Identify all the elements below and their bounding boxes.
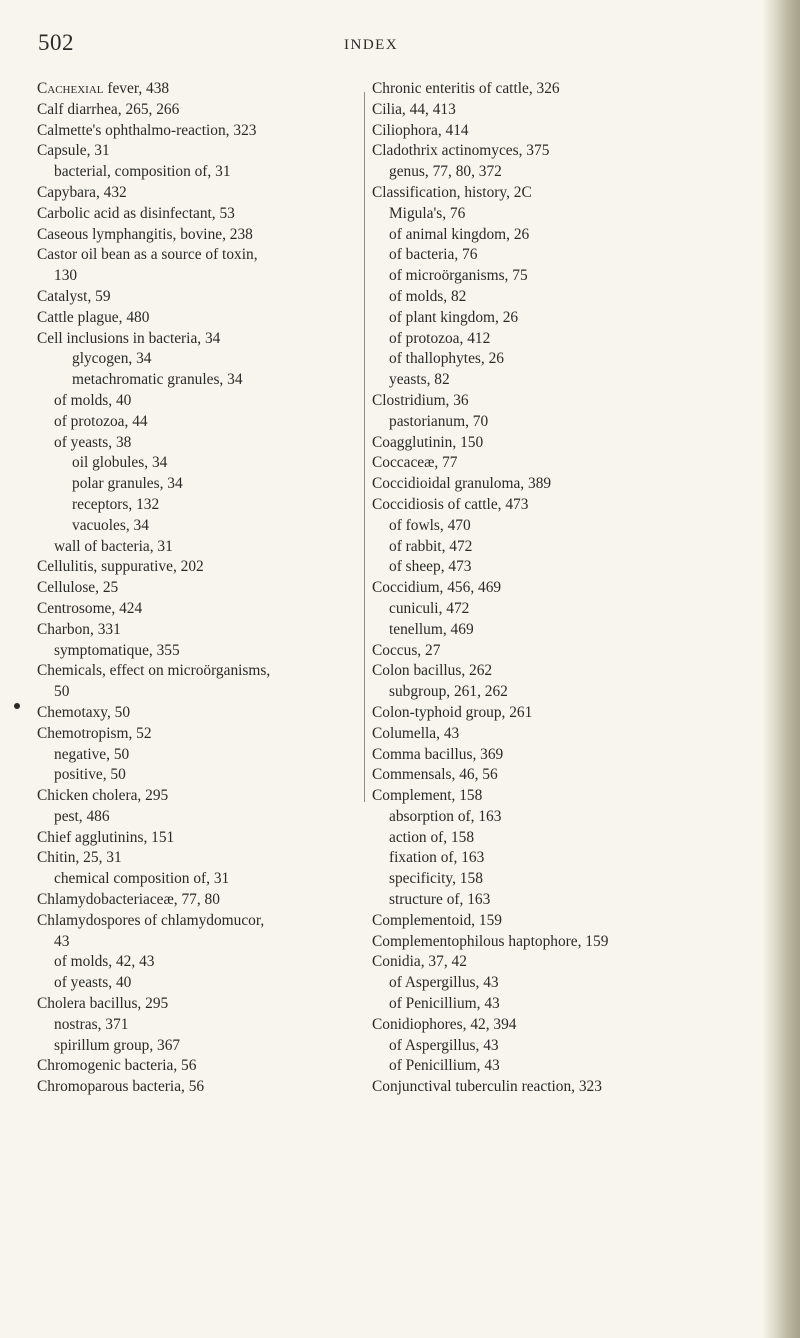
index-entry-text: Complement, 158 [372, 787, 483, 805]
index-entry-text: Cellulose, 25 [37, 579, 119, 597]
index-column-left [37, 79, 361, 1098]
index-entry-text: wall of bacteria, 31 [54, 537, 173, 555]
index-entry [37, 412, 361, 433]
index-entry-text: chemical composition of, 31 [54, 870, 230, 888]
index-entry-text: Chromogenic bacteria, 56 [37, 1057, 197, 1075]
index-entry [372, 620, 772, 641]
index-entry [37, 682, 361, 703]
index-entry [37, 599, 361, 620]
index-entry [37, 183, 361, 204]
index-entry-text: Cell inclusions in bacteria, 34 [37, 329, 221, 347]
index-entry [37, 1036, 361, 1057]
index-entry-text: of fowls, 470 [389, 516, 471, 534]
index-entry-text: of rabbit, 472 [389, 537, 473, 555]
index-entry-text: 130 [54, 267, 78, 285]
index-entry [37, 641, 361, 662]
index-entry [372, 308, 772, 329]
index-entry-text: of protozoa, 44 [54, 412, 148, 430]
index-entry-text: Coccidioidal granuloma, 389 [372, 475, 552, 493]
index-entry [372, 412, 772, 433]
index-entry-text: Chemotropism, 52 [37, 724, 152, 742]
index-entry [372, 370, 772, 391]
index-entry [37, 162, 361, 183]
index-entry-text: bacterial, composition of, 31 [54, 163, 231, 181]
index-entry-text: Charbon, 331 [37, 620, 121, 638]
index-entry-text: Coagglutinin, 150 [372, 433, 484, 451]
index-entry [37, 703, 361, 724]
index-entry-text: polar granules, 34 [72, 475, 183, 493]
index-entry [37, 620, 361, 641]
index-entry [372, 765, 772, 786]
index-entry [372, 578, 772, 599]
index-entry [372, 495, 772, 516]
index-entry [372, 641, 772, 662]
index-entry-text: of protozoa, 412 [389, 329, 491, 347]
index-entry [372, 287, 772, 308]
index-entry [372, 807, 772, 828]
index-entry-text: Coccidium, 456, 469 [372, 579, 502, 597]
index-entry-text: Classification, history, 2C [372, 183, 532, 201]
index-entry [37, 557, 361, 578]
index-entry [372, 1077, 772, 1098]
index-entry [372, 537, 772, 558]
index-entry-text: vacuoles, 34 [72, 516, 149, 534]
index-entry [37, 433, 361, 454]
index-entry-text: Chemotaxy, 50 [37, 703, 131, 721]
index-entry-text: yeasts, 82 [389, 371, 450, 389]
index-entry [37, 786, 361, 807]
index-entry-text: structure of, 163 [389, 891, 491, 909]
index-entry-text: Conjunctival tuberculin reaction, 323 [372, 1078, 602, 1096]
index-entry-text: of thallophytes, 26 [389, 350, 504, 368]
index-entry-text: Chlamydobacteriaceæ, 77, 80 [37, 891, 220, 909]
index-entry-text: Centrosome, 424 [37, 599, 143, 617]
index-entry-text: of bacteria, 76 [389, 246, 478, 264]
index-entry [37, 329, 361, 350]
index-entry [372, 952, 772, 973]
index-entry [37, 495, 361, 516]
index-entry-text: Chromoparous bacteria, 56 [37, 1078, 205, 1096]
index-entry [372, 162, 772, 183]
index-entry-text: receptors, 132 [72, 495, 160, 513]
index-entry [37, 1056, 361, 1077]
index-entry-text: Ciliophora, 414 [372, 121, 469, 139]
index-entry-text: nostras, 371 [54, 1015, 129, 1033]
index-entry [37, 245, 361, 266]
index-entry-text: fever, 438 [107, 80, 170, 97]
index-entry-text: of animal kingdom, 26 [389, 225, 530, 243]
index-entry-text: Chlamydospores of chlamydomucor, [37, 911, 265, 929]
index-entry [37, 370, 361, 391]
index-entry [372, 121, 772, 142]
bullet-mark [14, 703, 20, 709]
index-entry-text: Castor oil bean as a source of toxin, [37, 246, 258, 264]
index-entry [37, 537, 361, 558]
index-entry-text: Chief agglutinins, 151 [37, 828, 175, 846]
index-entry-text: positive, 50 [54, 766, 126, 784]
column-divider [364, 92, 365, 802]
index-entry [37, 225, 361, 246]
index-entry [372, 786, 772, 807]
index-entry [37, 994, 361, 1015]
page-edge-shadow [762, 0, 800, 1338]
index-entry [372, 1036, 772, 1057]
index-entry-text: Chitin, 25, 31 [37, 849, 122, 867]
index-entry [372, 869, 772, 890]
index-entry-text: Chemicals, effect on microörganisms, [37, 662, 271, 680]
index-entry [372, 745, 772, 766]
index-entry-text: Complementophilous haptophore, 159 [372, 932, 609, 950]
index-entry-text: Catalyst, 59 [37, 287, 111, 305]
index-entry [37, 765, 361, 786]
index-entry [37, 453, 361, 474]
index-entry [37, 724, 361, 745]
index-entry-text: of Penicillium, 43 [389, 1057, 500, 1075]
index-entry [372, 703, 772, 724]
index-entry [37, 1077, 361, 1098]
index-entry [372, 828, 772, 849]
index-entry-text: symptomatique, 355 [54, 641, 180, 659]
index-entry [37, 848, 361, 869]
index-entry-text: of yeasts, 38 [54, 433, 132, 451]
index-entry-text: pastorianum, 70 [389, 412, 489, 430]
index-entry-text: of molds, 42, 43 [54, 953, 155, 971]
index-entry-text: of microörganisms, 75 [389, 267, 528, 285]
index-entry-text: of Aspergillus, 43 [389, 1036, 499, 1054]
index-column-right [372, 79, 772, 1098]
index-entry [37, 79, 361, 100]
index-entry [37, 121, 361, 142]
index-entry-text: subgroup, 261, 262 [389, 683, 508, 701]
index-entry [37, 308, 361, 329]
index-entry [372, 557, 772, 578]
index-entry-text: of Aspergillus, 43 [389, 974, 499, 992]
index-entry [37, 932, 361, 953]
index-entry-text: Carbolic acid as disinfectant, 53 [37, 204, 235, 222]
index-entry-text: Complementoid, 159 [372, 911, 502, 929]
index-entry-text: fixation of, 163 [389, 849, 485, 867]
index-entry-text: Cilia, 44, 413 [372, 100, 456, 118]
index-entry-text: glycogen, 34 [72, 350, 152, 368]
index-entry [37, 745, 361, 766]
index-entry-text: Migula's, 76 [389, 204, 466, 222]
index-entry-text: Commensals, 46, 56 [372, 766, 498, 784]
index-entry [37, 1015, 361, 1036]
index-entry-text: of plant kingdom, 26 [389, 308, 519, 326]
index-entry [372, 848, 772, 869]
index-entry-text: Clostridium, 36 [372, 391, 469, 409]
index-entry-text: pest, 486 [54, 807, 110, 825]
index-entry-text: tenellum, 469 [389, 620, 474, 638]
index-entry-text: Calmette's ophthalmo-reaction, 323 [37, 121, 257, 139]
index-entry [37, 828, 361, 849]
index-entry-text: oil globules, 34 [72, 454, 168, 472]
index-entry [372, 973, 772, 994]
index-entry [37, 890, 361, 911]
index-entry-text: specificity, 158 [389, 870, 483, 888]
index-entry [372, 1015, 772, 1036]
index-entry [372, 453, 772, 474]
index-entry-text: Coccus, 27 [372, 641, 441, 659]
index-entry-text: Chronic enteritis of cattle, 326 [372, 80, 560, 97]
index-entry [37, 578, 361, 599]
index-entry [37, 474, 361, 495]
index-entry-text: Comma bacillus, 369 [372, 745, 504, 763]
index-entry [37, 141, 361, 162]
index-entry [372, 266, 772, 287]
index-entry-text: Coccidiosis of cattle, 473 [372, 495, 529, 513]
index-entry [372, 516, 772, 537]
index-entry [37, 266, 361, 287]
index-entry-text: spirillum group, 367 [54, 1036, 181, 1054]
index-entry-text: Cholera bacillus, 295 [37, 995, 169, 1013]
index-entry-text: of yeasts, 40 [54, 974, 132, 992]
index-entry [372, 183, 772, 204]
index-entry-text: Colon-typhoid group, 261 [372, 703, 533, 721]
index-entry [372, 932, 772, 953]
index-entry-text: of molds, 40 [54, 391, 132, 409]
index-entry [372, 204, 772, 225]
index-entry [372, 329, 772, 350]
index-entry-text: genus, 77, 80, 372 [389, 163, 502, 181]
index-entry-text: Caseous lymphangitis, bovine, 238 [37, 225, 253, 243]
index-entry-text: Cellulitis, suppurative, 202 [37, 558, 204, 576]
index-entry-text: Capybara, 432 [37, 183, 127, 201]
index-entry [372, 391, 772, 412]
index-entry-text: Capsule, 31 [37, 142, 110, 160]
index-entry-text: cuniculi, 472 [389, 599, 470, 617]
index-entry-text: of Penicillium, 43 [389, 995, 500, 1013]
index-entry-text: absorption of, 163 [389, 807, 502, 825]
index-entry-text: Conidiophores, 42, 394 [372, 1015, 517, 1033]
index-entry [372, 225, 772, 246]
index-entry [372, 682, 772, 703]
index-entry [372, 141, 772, 162]
index-entry-text: Columella, 43 [372, 724, 460, 742]
index-entry [372, 890, 772, 911]
page-header: INDEX [344, 37, 399, 53]
index-entry-text: 43 [54, 932, 70, 950]
index-entry [372, 599, 772, 620]
index-entry-text: Coccaceæ, 77 [372, 454, 458, 472]
index-entry [372, 433, 772, 454]
index-entry [37, 973, 361, 994]
index-entry-text: Colon bacillus, 262 [372, 662, 493, 680]
index-entry [372, 349, 772, 370]
index-entry [372, 79, 772, 100]
index-entry [37, 952, 361, 973]
index-entry [37, 391, 361, 412]
index-entry-lead: Cachexial [37, 80, 104, 97]
index-entry-text: 50 [54, 683, 70, 701]
index-entry [372, 994, 772, 1015]
index-entry [372, 474, 772, 495]
index-entry [372, 245, 772, 266]
index-entry [37, 869, 361, 890]
index-entry [372, 1056, 772, 1077]
index-entry-text: Chicken cholera, 295 [37, 787, 169, 805]
index-entry [37, 204, 361, 225]
index-entry [372, 724, 772, 745]
index-entry-text: metachromatic granules, 34 [72, 371, 243, 389]
index-entry-text: of molds, 82 [389, 287, 467, 305]
index-entry [37, 100, 361, 121]
index-entry-text: Cladothrix actinomyces, 375 [372, 142, 550, 160]
index-entry-text: Calf diarrhea, 265, 266 [37, 100, 180, 118]
index-entry [37, 516, 361, 537]
index-entry-text: Cattle plague, 480 [37, 308, 150, 326]
index-entry [372, 661, 772, 682]
page-number: 502 [38, 30, 74, 55]
index-entry-text: Conidia, 37, 42 [372, 953, 467, 971]
index-entry-text: negative, 50 [54, 745, 130, 763]
index-entry [37, 807, 361, 828]
index-entry [37, 349, 361, 370]
index-entry-text: action of, 158 [389, 828, 475, 846]
index-entry [372, 100, 772, 121]
index-entry [37, 661, 361, 682]
index-entry [372, 911, 772, 932]
index-entry [37, 911, 361, 932]
index-entry-text: of sheep, 473 [389, 558, 472, 576]
index-entry [37, 287, 361, 308]
